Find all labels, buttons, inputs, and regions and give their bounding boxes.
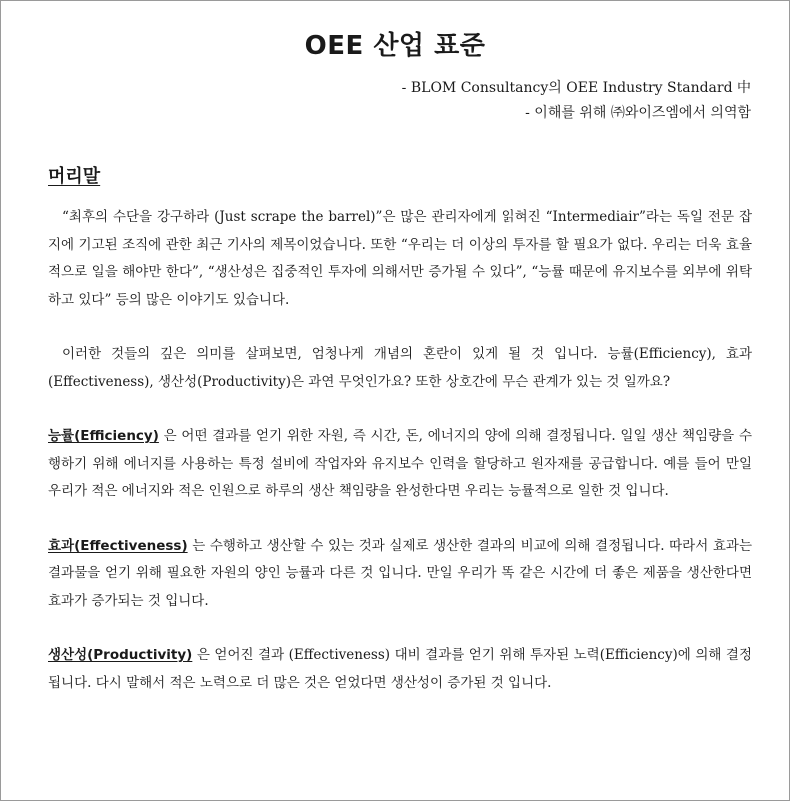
definition-productivity: 은 얻어진 결과 (Effectiveness) 대비 결과를 얻기 위해 투자된 노력(Efficiency)에 의해 결정됩니다. 다시 말해서 적은 노력으로 더 많은 것은 얻었다면 생산성이 증가된 것 입니다. — [48, 647, 752, 691]
paragraph-concepts: 이러한 것들의 깊은 의미를 살펴보면, 엄청나게 개념의 혼란이 있게 될 것 입니다. 능률(Efficiency), 효과(Effectiveness), 생산성(Productivity)은 과연 무엇인가요? 또한 상호간에 무슨 관계가 있는 것 일까요? — [48, 346, 752, 390]
section-heading: 머리말 — [48, 166, 101, 187]
source-line-origin: - BLOM Consultancy의 OEE Industry Standard 中 — [401, 80, 751, 96]
document-title: OEE 산업 표준 — [304, 31, 486, 61]
definition-efficiency: 은 어떤 결과를 얻기 위한 자원, 즉 시간, 돈, 에너지의 양에 의해 결정됩니다. 일일 생산 책임량을 수행하기 위해 에너지를 사용하는 특정 설비에 작업자와 유지보수 인력을 할당하고 원자재를 공급합니다. 예를 들어 만일 우리가 적은 에너지와 적은 인원으로 하루의 생산 책임량을 완성한다면 우리는 능률적으로 일한 것 입니다. — [48, 428, 752, 499]
term-effectiveness: 효과(Effectiveness) — [48, 537, 188, 554]
paragraph-productivity — [48, 642, 752, 697]
document-body — [48, 164, 752, 724]
source-line-translator: - 이해를 위해 ㈜와이즈엠에서 의역함 — [525, 105, 751, 121]
term-efficiency: 능률(Efficiency) — [48, 428, 159, 444]
source-attribution — [402, 76, 751, 126]
paragraph-intro: “최후의 수단을 강구하라 (Just scrape the barrel)”은 많은 관리자에게 읽혀진 “Intermediair”라는 독일 전문 잡지에 기고된 조직에 관한 최근 기사의 제목이었습니다. 또한 “우리는 더 이상의 투자를 할 필요가 없다. 우리는 더욱 효율적으로 일을 해야만 한다”, “생산성은 집중적인 투자에 의해서만 증가될 수 있다”, “능률 때문에 유지보수를 외부에 위탁하고 있다” 등의 많은 이야기도 있습니다. — [48, 209, 752, 308]
paragraph-effectiveness — [48, 533, 752, 616]
paragraph-efficiency — [48, 423, 752, 506]
term-productivity: 생산성(Productivity) — [48, 647, 193, 663]
definition-effectiveness: 는 수행하고 생산할 수 있는 것과 실제로 생산한 결과의 비교에 의해 결정됩니다. 따라서 효과는 결과물을 얻기 위해 필요한 자원의 양인 능률과 다른 것 입니다. 만일 우리가 똑 같은 시간에 더 좋은 제품을 생산한다면 효과가 증가되는 것 입니다. — [48, 537, 752, 609]
